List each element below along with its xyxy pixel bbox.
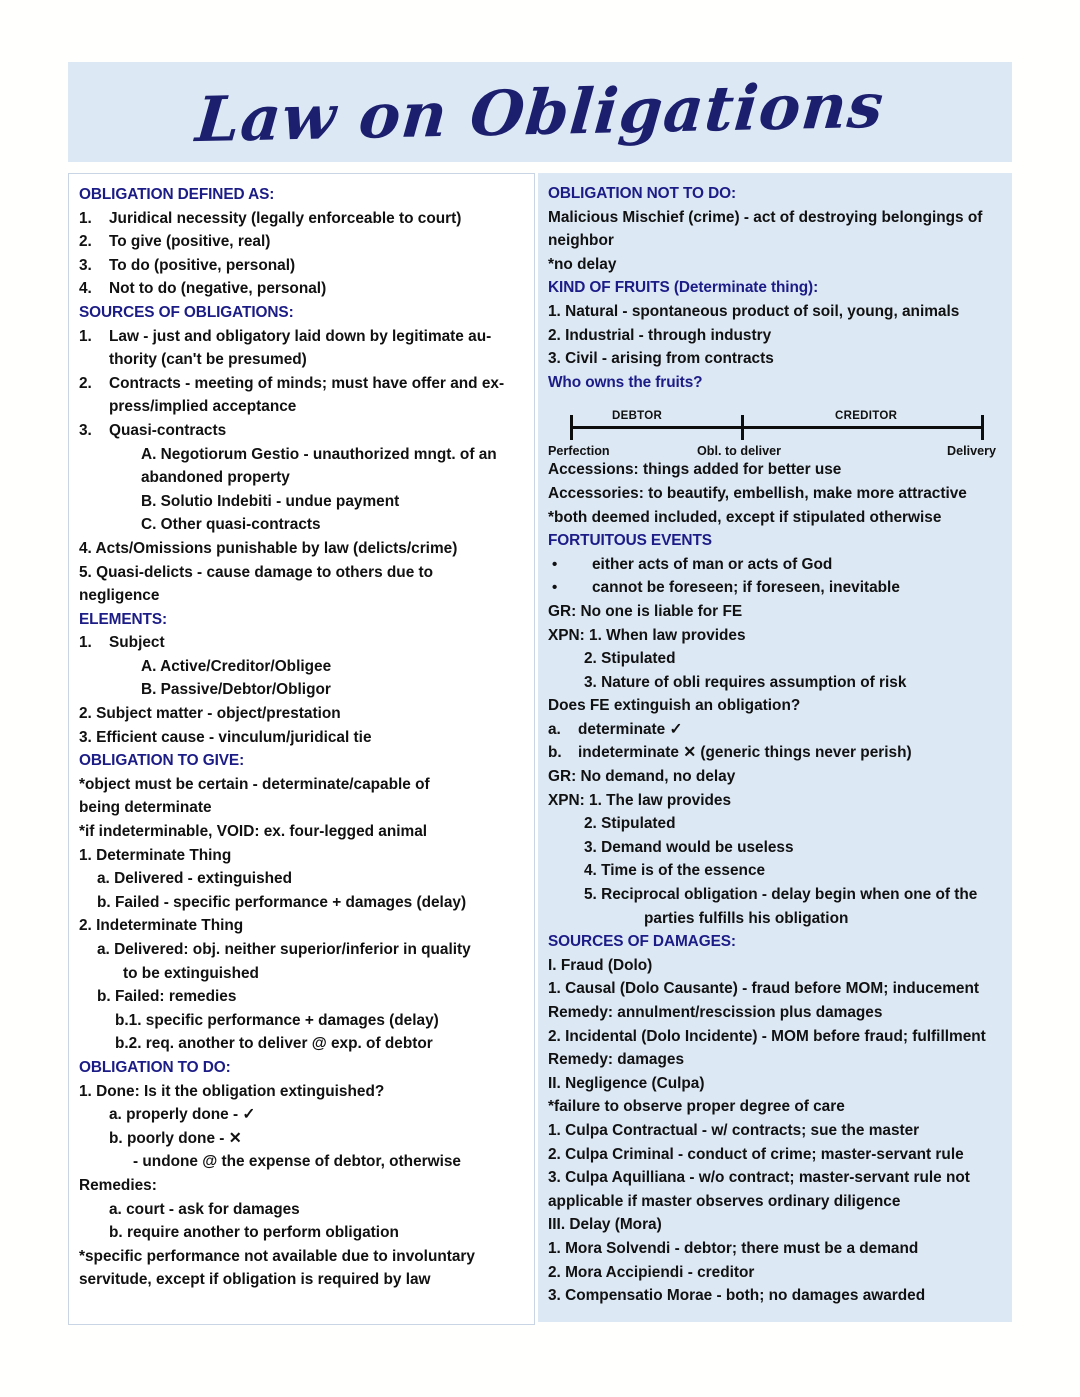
sub-item: a. Delivered - extinguished (97, 870, 293, 888)
exception-sub-item: 3. Demand would be useless (584, 838, 794, 856)
note-line: neighbor (548, 232, 614, 250)
list-text: Law - just and obligatory laid down by legitimate au-thority (can't be presumed) (109, 327, 492, 369)
timeline-segment-creditor: CREDITOR (835, 410, 898, 423)
note-line: *both deemed included, except if stipulated otherwise (548, 508, 942, 526)
sub-item: a. properly done - ✓ (109, 1106, 256, 1124)
note-line: servitude, except if obligation is required by law (79, 1271, 431, 1289)
sub-item: b. Failed: remedies (97, 988, 237, 1006)
timeline-tick-obligation-to-deliver (741, 415, 744, 440)
right-column (538, 173, 1012, 1322)
list-text: Juridical necessity (legally enforceable to court) (109, 209, 462, 227)
exception-sub-item: 4. Time is of the essence (584, 862, 766, 880)
list-item: 2. Incidental (Dolo Incidente) - MOM before fraud; fulfillment (548, 1027, 986, 1045)
question-line: Does FE extinguish an obligation? (548, 697, 801, 715)
subheading-fraud: I. Fraud (Dolo) (548, 956, 653, 974)
list-item: 1. Mora Solvendi - debtor; there must be a demand (548, 1239, 919, 1257)
sub-item: A. Negotiorum Gestio - unauthorized mngt. of an (141, 445, 497, 463)
list-text: Not to do (negative, personal) (109, 280, 327, 298)
sub-item: b. Failed - specific performance + damages (delay) (97, 893, 467, 911)
bullet-icon: • (552, 555, 558, 573)
note-line: Malicious Mischief (crime) - act of destroying belongings of (548, 208, 983, 226)
list-item: 5. Quasi-delicts - cause damage to others due to (79, 563, 434, 581)
note-line: *object must be certain - determinate/capable of (79, 775, 430, 793)
list-text: To do (positive, personal) (109, 256, 296, 274)
subheading-negligence: II. Negligence (Culpa) (548, 1074, 705, 1092)
list-item (79, 254, 524, 278)
exception-line: XPN: 1. The law provides (548, 791, 732, 809)
fruits-ownership-timeline (548, 399, 1002, 459)
list-item: 3. Efficient cause - vinculum/juridical tie (79, 728, 372, 746)
sub-item-continued: to be extinguished (123, 964, 259, 982)
general-rule-line: GR: No demand, no delay (548, 768, 736, 786)
list-item (79, 631, 524, 655)
list-text: Quasi-contracts (109, 421, 227, 439)
list-item: 2. Subject matter - object/prestation (79, 705, 341, 723)
list-item (79, 230, 524, 254)
list-item: 4. Acts/Omissions punishable by law (delicts/crime) (79, 539, 458, 557)
list-number: a. (548, 720, 561, 738)
sub-item: b.1. specific performance + damages (delay) (115, 1011, 439, 1029)
sub-item: b.2. req. another to deliver @ exp. of debtor (115, 1035, 433, 1053)
list-number: 4. (79, 280, 92, 298)
accessories-line (548, 482, 1002, 506)
sub-item: A. Active/Creditor/Obligee (141, 657, 332, 675)
list-item: 1. Culpa Contractual - w/ contracts; sue the master (548, 1121, 920, 1139)
list-text: Contracts - meeting of minds; must have offer and ex-press/implied acceptance (109, 374, 505, 416)
timeline-segment-debtor: DEBTOR (612, 410, 663, 423)
list-item (79, 277, 524, 301)
note-line: being determinate (79, 799, 212, 817)
heading-obligation-to-give: OBLIGATION TO GIVE: (79, 752, 245, 770)
note-line: *if indeterminable, VOID: ex. four-legged animal (79, 823, 428, 841)
list-item (79, 419, 524, 443)
note-line: *failure to observe proper degree of care (548, 1098, 845, 1116)
list-item (548, 741, 1002, 765)
heading-obligation-defined: OBLIGATION DEFINED AS: (79, 186, 275, 203)
list-item (79, 207, 524, 231)
list-number: 3. (79, 421, 92, 439)
heading-sources-of-damages: SOURCES OF DAMAGES: (548, 933, 736, 951)
list-number: 3. (79, 256, 92, 274)
exception-sub-item: 3. Nature of obli requires assumption of risk (584, 673, 907, 691)
sub-item: B. Solutio Indebiti - undue payment (141, 492, 400, 510)
heading-kind-of-fruits: KIND OF FRUITS (Determinate thing): (548, 279, 819, 297)
timeline-label-perfection: Perfection (548, 444, 610, 459)
heading-obligation-to-do: OBLIGATION TO DO: (79, 1058, 231, 1076)
heading-obligation-not-to-do: OBLIGATION NOT TO DO: (548, 185, 736, 202)
sub-item: abandoned property (141, 469, 290, 487)
sub-item: B. Passive/Debtor/Obligor (141, 681, 331, 699)
list-text: To give (positive, real) (109, 233, 271, 251)
exception-sub-item: 5. Reciprocal obligation - delay begin when one of the (584, 886, 978, 904)
bullet-item (548, 576, 1002, 600)
list-item: 2. Mora Accipiendi - creditor (548, 1263, 755, 1281)
heading-sources-of-obligations: SOURCES OF OBLIGATIONS: (79, 303, 294, 321)
sub-item: a. Delivered: obj. neither superior/inferior in quality (97, 941, 471, 958)
timeline-label-obl-to-deliver: Obl. to deliver (697, 444, 781, 459)
exception-line: XPN: 1. When law provides (548, 626, 746, 644)
bullet-text: cannot be foreseen; if foreseen, inevitable (592, 579, 900, 597)
list-number: 1. (79, 634, 92, 652)
note-line: *specific performance not available due to involuntary (79, 1247, 475, 1265)
timeline-tick-delivery (981, 415, 984, 440)
timeline-label-delivery: Delivery (946, 444, 996, 459)
remedies-label: Remedies: (79, 1176, 157, 1194)
list-item: 2. Culpa Criminal - conduct of crime; master-servant rule (548, 1145, 964, 1163)
timeline-tick-perfection (570, 415, 573, 440)
title-banner (68, 62, 1012, 162)
page-title: Law on Obligations (193, 68, 887, 156)
list-item: 3. Culpa Aquilliana - w/o contract; master-servant rule not (548, 1169, 970, 1187)
heading-elements: ELEMENTS: (79, 610, 168, 628)
sub-item: a. court - ask for damages (109, 1200, 300, 1218)
list-text: indeterminate ✕ (generic things never perish) (578, 744, 912, 762)
list-item: 1. Natural - spontaneous product of soil, young, animals (548, 302, 960, 320)
bullet-text: either acts of man or acts of God (592, 555, 833, 573)
remedy-line: Remedy: damages (548, 1051, 685, 1069)
sub-item-continued: - undone @ the expense of debtor, otherwise (133, 1153, 461, 1171)
list-item: 2. Industrial - through industry (548, 326, 772, 344)
list-item: 1. Determinate Thing (79, 846, 232, 864)
exception-sub-item: 2. Stipulated (584, 650, 676, 668)
list-item (548, 718, 1002, 742)
bullet-icon: • (552, 579, 558, 597)
list-text: determinate ✓ (578, 720, 683, 738)
list-item: 1. Done: Is it the obligation extinguished? (79, 1082, 385, 1100)
list-text: Subject (109, 634, 165, 652)
list-item: 2. Indeterminate Thing (79, 917, 244, 935)
list-number: 1. (79, 209, 92, 227)
general-rule-line: GR: No one is liable for FE (548, 602, 743, 620)
list-number: 2. (79, 233, 92, 251)
list-number: 2. (79, 374, 92, 392)
list-number: 1. (79, 327, 92, 345)
note-line: *no delay (548, 255, 617, 273)
exception-sub-item: 2. Stipulated (584, 815, 676, 833)
heading-who-owns-fruits: Who owns the fruits? (548, 373, 703, 391)
list-item: negligence (79, 587, 160, 605)
list-item: 3. Compensatio Morae - both; no damages awarded (548, 1287, 926, 1305)
list-number: b. (548, 744, 562, 762)
remedy-line: Remedy: annulment/rescission plus damages (548, 1004, 883, 1021)
list-item-continued: applicable if master observes ordinary diligence (548, 1192, 901, 1210)
exception-sub-item-continued: parties fulfills his obligation (644, 909, 849, 927)
list-item (79, 325, 524, 372)
list-item: 3. Civil - arising from contracts (548, 350, 774, 368)
heading-fortuitous-events: FORTUITOUS EVENTS (548, 532, 712, 550)
left-column (68, 173, 535, 1325)
subheading-delay: III. Delay (Mora) (548, 1216, 662, 1234)
accessions-text: things added for better use (638, 461, 842, 479)
list-item (79, 372, 524, 419)
accessories-label: Accessories: (548, 484, 644, 502)
accessions-label: Accessions: (548, 461, 639, 479)
sub-item: b. poorly done - ✕ (109, 1129, 242, 1147)
accessories-text: to beautify, embellish, make more attractive (643, 484, 967, 502)
sub-item: b. require another to perform obligation (109, 1224, 399, 1242)
bullet-item (548, 553, 1002, 577)
list-item: 1. Causal (Dolo Causante) - fraud before MOM; inducement (548, 980, 979, 998)
sub-item: C. Other quasi-contracts (141, 516, 321, 534)
